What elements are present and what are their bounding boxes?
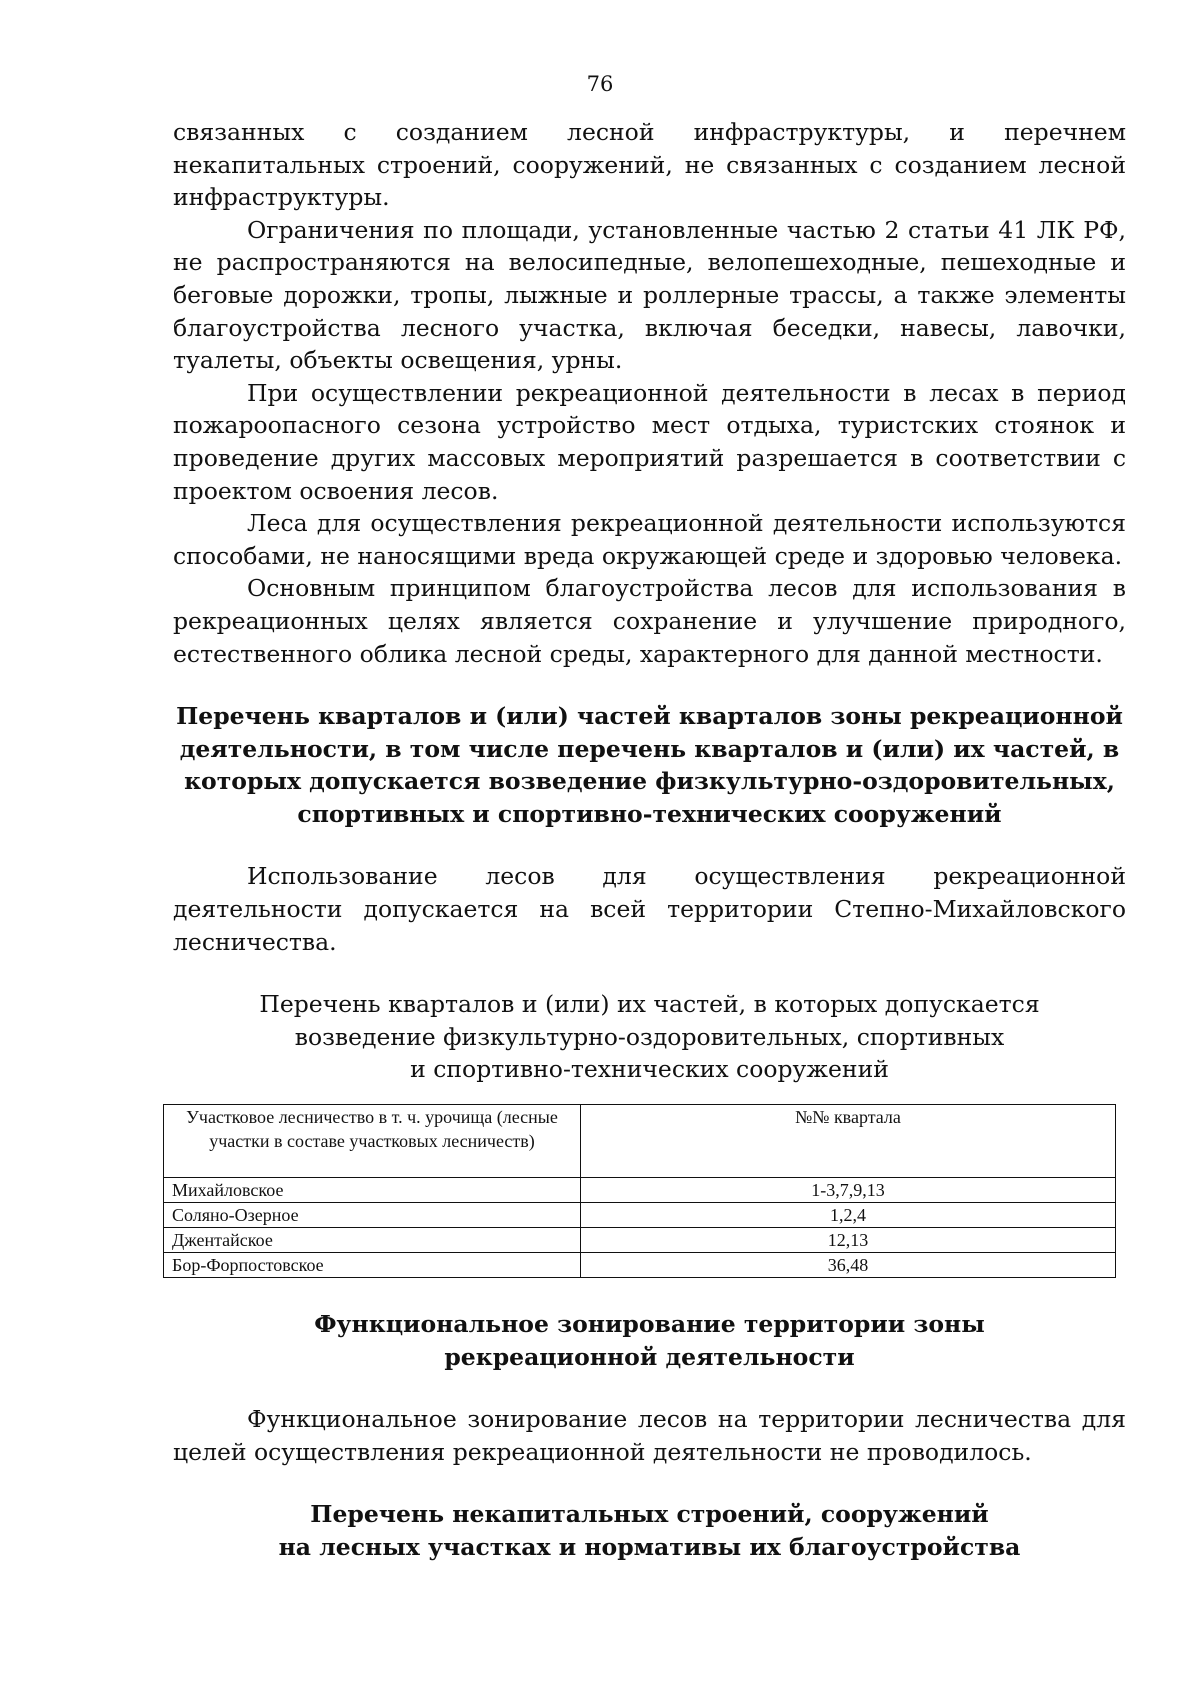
table-header-row (164, 1105, 1116, 1178)
heading-line: Перечень некапитальных строений, сооружений (310, 1500, 989, 1529)
section-heading-functional-zoning (173, 1308, 1126, 1373)
table-cell-forestry: Михайловское (164, 1178, 581, 1203)
heading-line: деятельности, в том числе перечень кварталов и (или) их частей, в (179, 734, 1120, 763)
table-cell-forestry: Соляно-Озерное (164, 1203, 581, 1228)
paragraph-landscaping-principle: Основным принципом благоустройства лесов для использования в рекреационных целях является сохранение и улучшение природного, естественного облика лесной среды, характерного для данной местности. (173, 574, 1126, 668)
paragraph-usage-methods: Леса для осуществления рекреационной деятельности используются способами, не наносящими вреда окружающей среде и здоровью человека. (173, 509, 1126, 570)
heading-line: рекреационной деятельности (444, 1342, 855, 1371)
paragraph-functional-zoning: Функциональное зонирование лесов на территории лесничества для целей осуществления рекреационной деятельности не проводилось. (173, 1405, 1126, 1466)
table-header-forestry: Участковое лесничество в т. ч. урочища (лесные участки в составе участковых лесничеств) (164, 1105, 581, 1178)
table-row (164, 1253, 1116, 1278)
table-row (164, 1228, 1116, 1253)
document-body (173, 116, 1126, 1564)
table-cell-forestry: Джентайское (164, 1228, 581, 1253)
table-row (164, 1178, 1116, 1203)
caption-line: Перечень кварталов и (или) их частей, в которых допускается (259, 990, 1040, 1019)
caption-line: возведение физкультурно-оздоровительных, спортивных (294, 1022, 1005, 1051)
table-header-quarters: №№ квартала (581, 1105, 1116, 1178)
heading-line: Функциональное зонирование территории зоны (314, 1310, 985, 1339)
paragraph-forest-usage: Использование лесов для осуществления рекреационной деятельности допускается на всей территории Степно-Михайловского лесничества. (173, 862, 1126, 956)
table-wrapper (173, 1104, 1126, 1278)
paragraph-continuation: связанных с созданием лесной инфраструктуры, и перечнем некапитальных строений, сооружений, не связанных с созданием лесной инфраструктуры. (173, 118, 1126, 212)
table-cell-quarters: 1,2,4 (581, 1203, 1116, 1228)
section-heading-non-capital-structures (173, 1498, 1126, 1563)
table-cell-quarters: 1-3,7,9,13 (581, 1178, 1116, 1203)
paragraph-fire-season: При осуществлении рекреационной деятельности в лесах в период пожароопасного сезона устройство мест отдыха, туристских стоянок и проведение других массовых мероприятий разрешается в соответствии с проектом освоения лесов. (173, 378, 1126, 505)
heading-line: которых допускается возведение физкультурно-оздоровительных, (184, 767, 1115, 796)
table-caption (173, 988, 1126, 1086)
caption-line: и спортивно-технических сооружений (410, 1055, 889, 1084)
quarters-table (163, 1104, 1116, 1278)
section-heading-quarters-list (173, 700, 1126, 830)
heading-line: спортивных и спортивно-технических сооружений (297, 799, 1002, 828)
table-cell-quarters: 12,13 (581, 1228, 1116, 1253)
heading-line: Перечень кварталов и (или) частей кварталов зоны рекреационной (176, 702, 1123, 731)
table-row (164, 1203, 1116, 1228)
page-number: 76 (586, 72, 614, 96)
table-cell-quarters: 36,48 (581, 1253, 1116, 1278)
heading-line: на лесных участках и нормативы их благоустройства (278, 1533, 1021, 1561)
table-cell-forestry: Бор-Форпостовское (164, 1253, 581, 1278)
paragraph-area-limits: Ограничения по площади, установленные частью 2 статьи 41 ЛК РФ, не распространяются на велосипедные, велопешеходные, пешеходные и беговые дорожки, тропы, лыжные и роллерные трассы, а также элементы благоустройства лесного участка, включая беседки, навесы, лавочки, туалеты, объекты освещения, урны. (173, 215, 1126, 375)
